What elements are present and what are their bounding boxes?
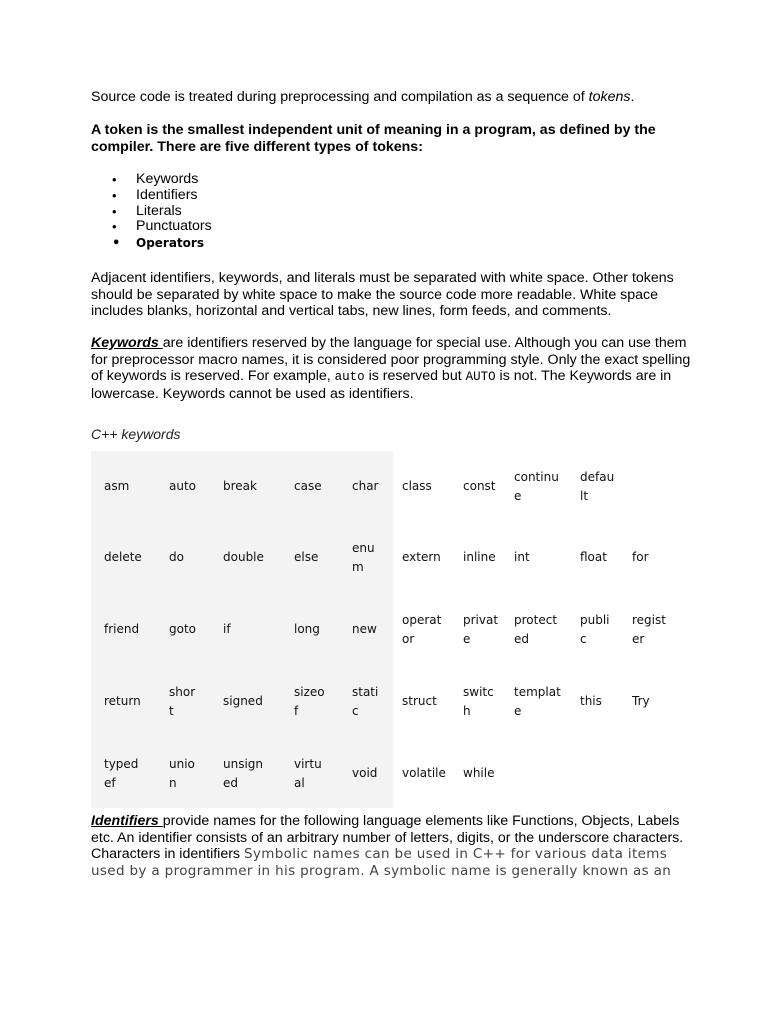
- keyword-cell: for: [632, 550, 649, 565]
- keyword-cell: virtu al: [294, 756, 322, 790]
- token-def-line2: compiler. There are five different types of tokens:: [91, 138, 423, 155]
- keyword-cell: operat or: [402, 612, 442, 646]
- keyword-cell: case: [294, 479, 322, 494]
- whitespace-paragraph: [91, 270, 691, 320]
- token-types-list: [112, 172, 212, 252]
- intro-emphasis: tokens: [588, 89, 631, 105]
- identifiers-paragraph: [91, 813, 711, 879]
- id-line3-b: Symbolic names can be used in C++ for various data items: [243, 846, 668, 863]
- identifiers-term: Identifiers: [91, 813, 163, 829]
- list-item: • Literals: [112, 204, 212, 220]
- keyword-cell: float: [580, 550, 607, 565]
- keyword-cell: class: [402, 479, 432, 494]
- keyword-cell: asm: [104, 479, 130, 494]
- keyword-cell: unio n: [169, 756, 195, 790]
- keyword-cell: switc h: [463, 684, 494, 718]
- keyword-cell: break: [223, 479, 257, 494]
- keyword-cell: protect ed: [514, 612, 558, 646]
- list-item: • Keywords: [112, 172, 212, 188]
- keyword-cell: publi c: [580, 612, 610, 646]
- keyword-cell: else: [294, 550, 319, 565]
- list-item: • Identifiers: [112, 188, 212, 204]
- intro-text: Source code is treated during preprocessing and compilation as a sequence of: [91, 89, 589, 105]
- id-line4: used by a programmer in his program. A symbolic name is generally known as an: [91, 862, 672, 879]
- keyword-cell: struct: [402, 694, 437, 709]
- keyword-cell: shor t: [169, 684, 196, 718]
- keyword-cell: typed ef: [104, 756, 139, 790]
- keyword-cell: privat e: [463, 612, 499, 646]
- keyword-cell: return: [104, 694, 141, 709]
- keyword-cell: char: [352, 479, 379, 494]
- keyword-cell: extern: [402, 550, 441, 565]
- kw-line2: for preprocessor macro names, it is considered poor programming style. Only the exact spelling: [91, 351, 691, 368]
- keyword-cell: this: [580, 694, 602, 709]
- kw-line4: lowercase. Keywords cannot be used as identifiers.: [91, 385, 414, 402]
- keyword-cell: int: [514, 550, 530, 565]
- keyword-cell: defau lt: [580, 469, 615, 503]
- keyword-cell: long: [294, 622, 320, 637]
- list-item: • Punctuators: [112, 219, 212, 235]
- keyword-cell: friend: [104, 622, 140, 637]
- keyword-cell: regist er: [632, 612, 666, 646]
- ws-line3: includes blanks, horizontal and vertical tabs, new lines, form feeds, and comments.: [91, 303, 612, 320]
- kw-line3-c: is not. The Keywords are in: [495, 368, 672, 385]
- keyword-cell: new: [352, 622, 377, 637]
- keywords-term: Keywords: [91, 335, 163, 351]
- kw-line3-a: of keywords is reserved. For example,: [91, 368, 335, 385]
- kw-line3-b: is reserved but: [364, 368, 466, 385]
- kw-line1-rest: are identifiers reserved by the language for special use. Although you can use them: [162, 335, 687, 351]
- keyword-cell: while: [463, 766, 495, 781]
- keyword-cell: Try: [632, 694, 650, 709]
- id-line1-rest: provide names for the following language elements like Functions, Objects, Labels: [162, 813, 680, 829]
- keywords-paragraph: [91, 335, 691, 402]
- keyword-cell: enu m: [352, 540, 375, 574]
- keyword-cell: double: [223, 550, 264, 565]
- token-def-line1: A token is the smallest independent unit of meaning in a program, as defined by the: [91, 122, 656, 138]
- ws-line1: Adjacent identifiers, keywords, and literals must be separated with white space. Other tokens: [91, 270, 674, 286]
- table-caption: C++ keywords: [91, 426, 181, 442]
- keyword-cell: unsign ed: [223, 756, 264, 790]
- ws-line2: should be separated by white space to make the source code more readable. White space: [91, 286, 659, 303]
- id-line3-a: Characters in identifiers: [91, 846, 244, 863]
- keyword-cell: void: [352, 766, 378, 781]
- code-auto-upper: AUTO: [465, 370, 496, 385]
- intro-paragraph: [91, 89, 691, 106]
- id-line2: etc. An identifier consists of an arbitrary number of letters, digits, or the underscore characters.: [91, 829, 684, 846]
- token-definition: [91, 122, 691, 155]
- keyword-cell: sizeo f: [294, 684, 325, 718]
- keyword-cell: delete: [104, 550, 142, 565]
- keyword-cell: const: [463, 479, 496, 494]
- code-auto: auto: [334, 370, 365, 385]
- intro-end: .: [630, 89, 635, 105]
- keyword-cell: volatile: [402, 766, 446, 781]
- keyword-cell: if: [223, 622, 231, 637]
- keyword-cell: stati c: [352, 684, 379, 718]
- keyword-cell: goto: [169, 622, 197, 637]
- keyword-cell: templat e: [514, 684, 561, 718]
- keyword-cell: inline: [463, 550, 496, 565]
- keyword-cell: continu e: [514, 469, 559, 503]
- keyword-cell: signed: [223, 694, 263, 709]
- list-item: • Operators: [112, 236, 212, 252]
- keyword-cell: do: [169, 550, 184, 565]
- keyword-cell: auto: [169, 479, 197, 494]
